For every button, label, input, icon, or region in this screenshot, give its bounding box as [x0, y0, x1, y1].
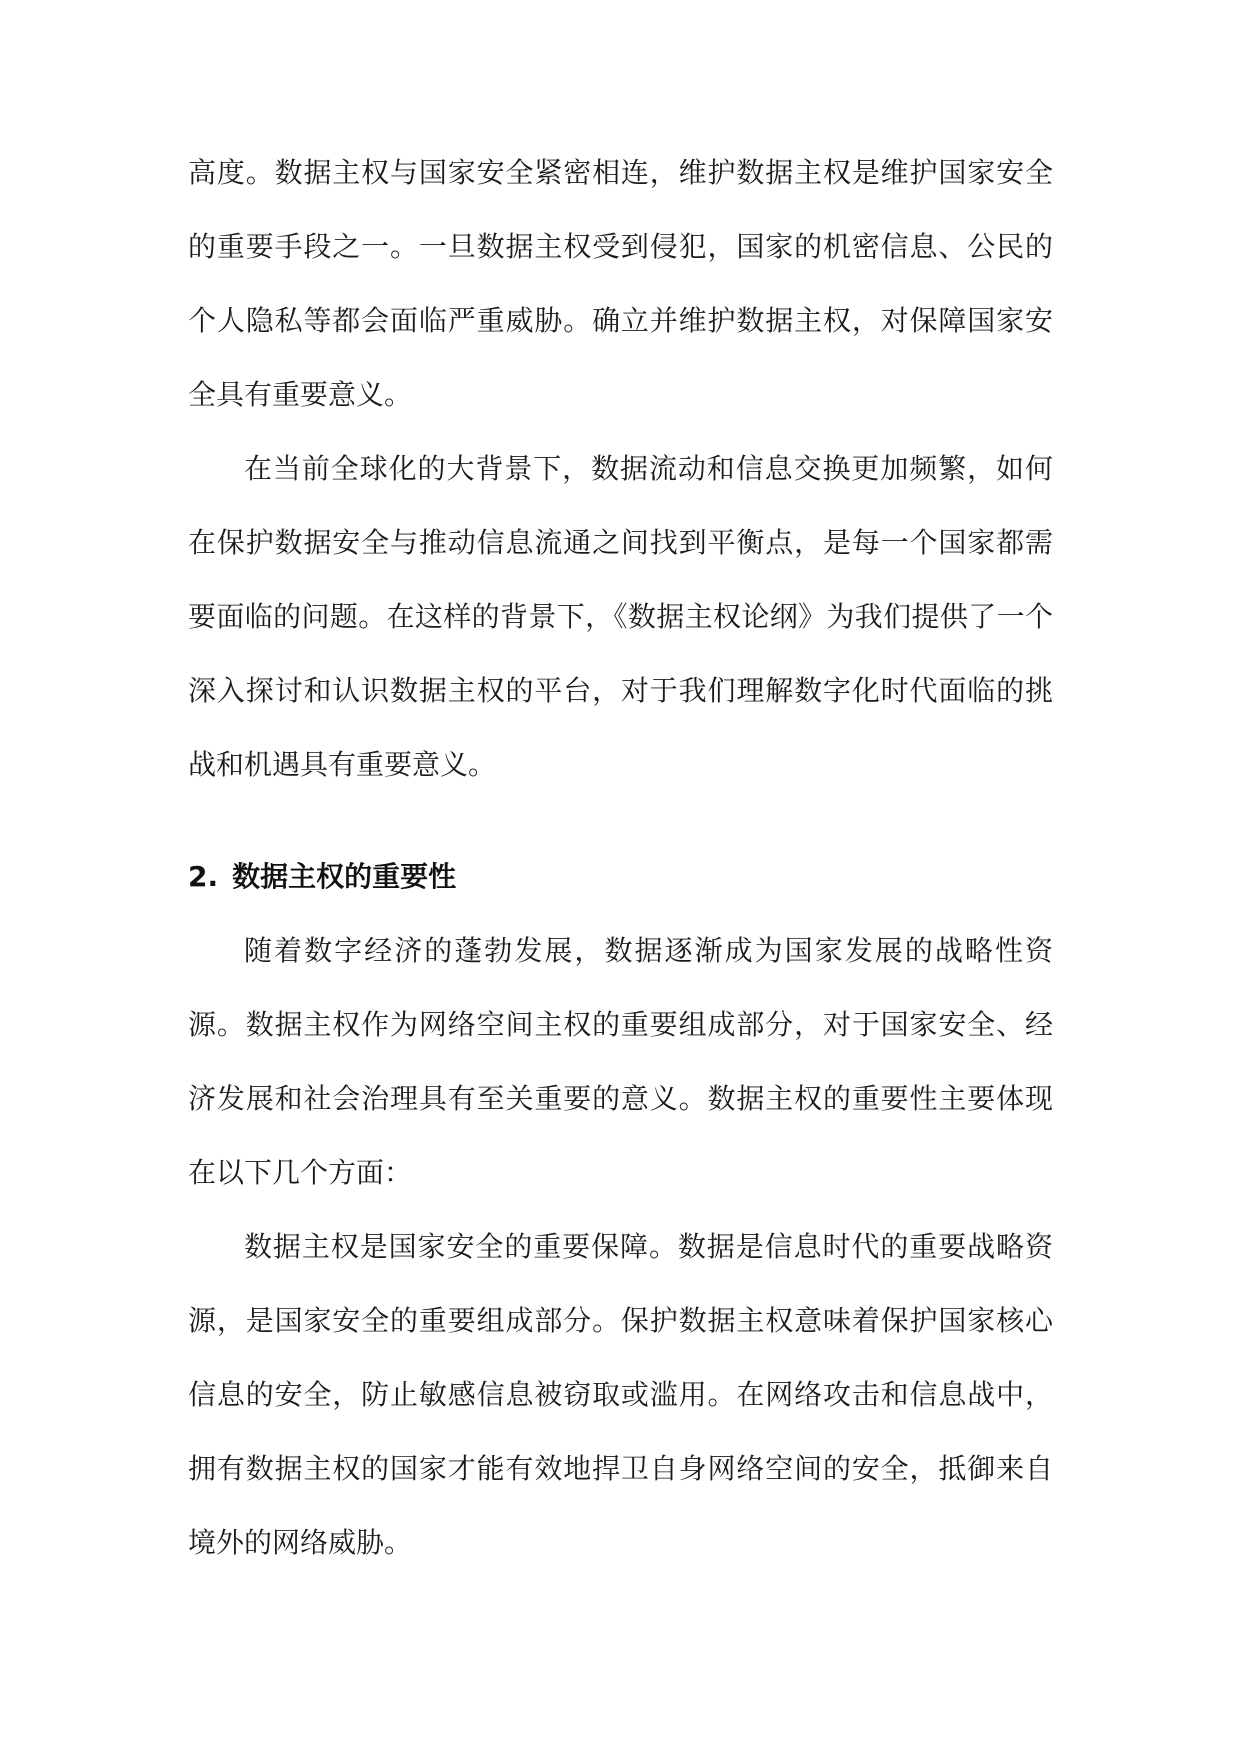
- section-title: 数据主权的重要性: [232, 860, 457, 893]
- document-body: [188, 136, 1053, 1580]
- paragraph-national-security: 数据主权是国家安全的重要保障。数据是信息时代的重要战略资源，是国家安全的重要组成部分。保护数据主权意味着保护国家核心信息的安全，防止敏感信息被窃取或滥用。在网络攻击和信息战中，拥有数据主权的国家才能有效地捍卫自身网络空间的安全，抵御来自境外的网络威胁。: [188, 1230, 1053, 1559]
- section-number: 2.: [188, 860, 219, 893]
- paragraph-continuation: 高度。数据主权与国家安全紧密相连，维护数据主权是维护国家安全的重要手段之一。一旦数据主权受到侵犯，国家的机密信息、公民的个人隐私等都会面临严重威胁。确立并维护数据主权，对保障国家安全具有重要意义。: [188, 156, 1053, 411]
- section-heading: [188, 840, 1053, 914]
- paragraph-digital-economy: 随着数字经济的蓬勃发展，数据逐渐成为国家发展的战略性资源。数据主权作为网络空间主权的重要组成部分，对于国家安全、经济发展和社会治理具有至关重要的意义。数据主权的重要性主要体现在以下几个方面：: [188, 934, 1053, 1189]
- paragraph-globalization: 在当前全球化的大背景下，数据流动和信息交换更加频繁，如何在保护数据安全与推动信息流通之间找到平衡点，是每一个国家都需要面临的问题。在这样的背景下，《数据主权论纲》为我们提供了一个深入探讨和认识数据主权的平台，对于我们理解数字化时代面临的挑战和机遇具有重要意义。: [188, 452, 1053, 781]
